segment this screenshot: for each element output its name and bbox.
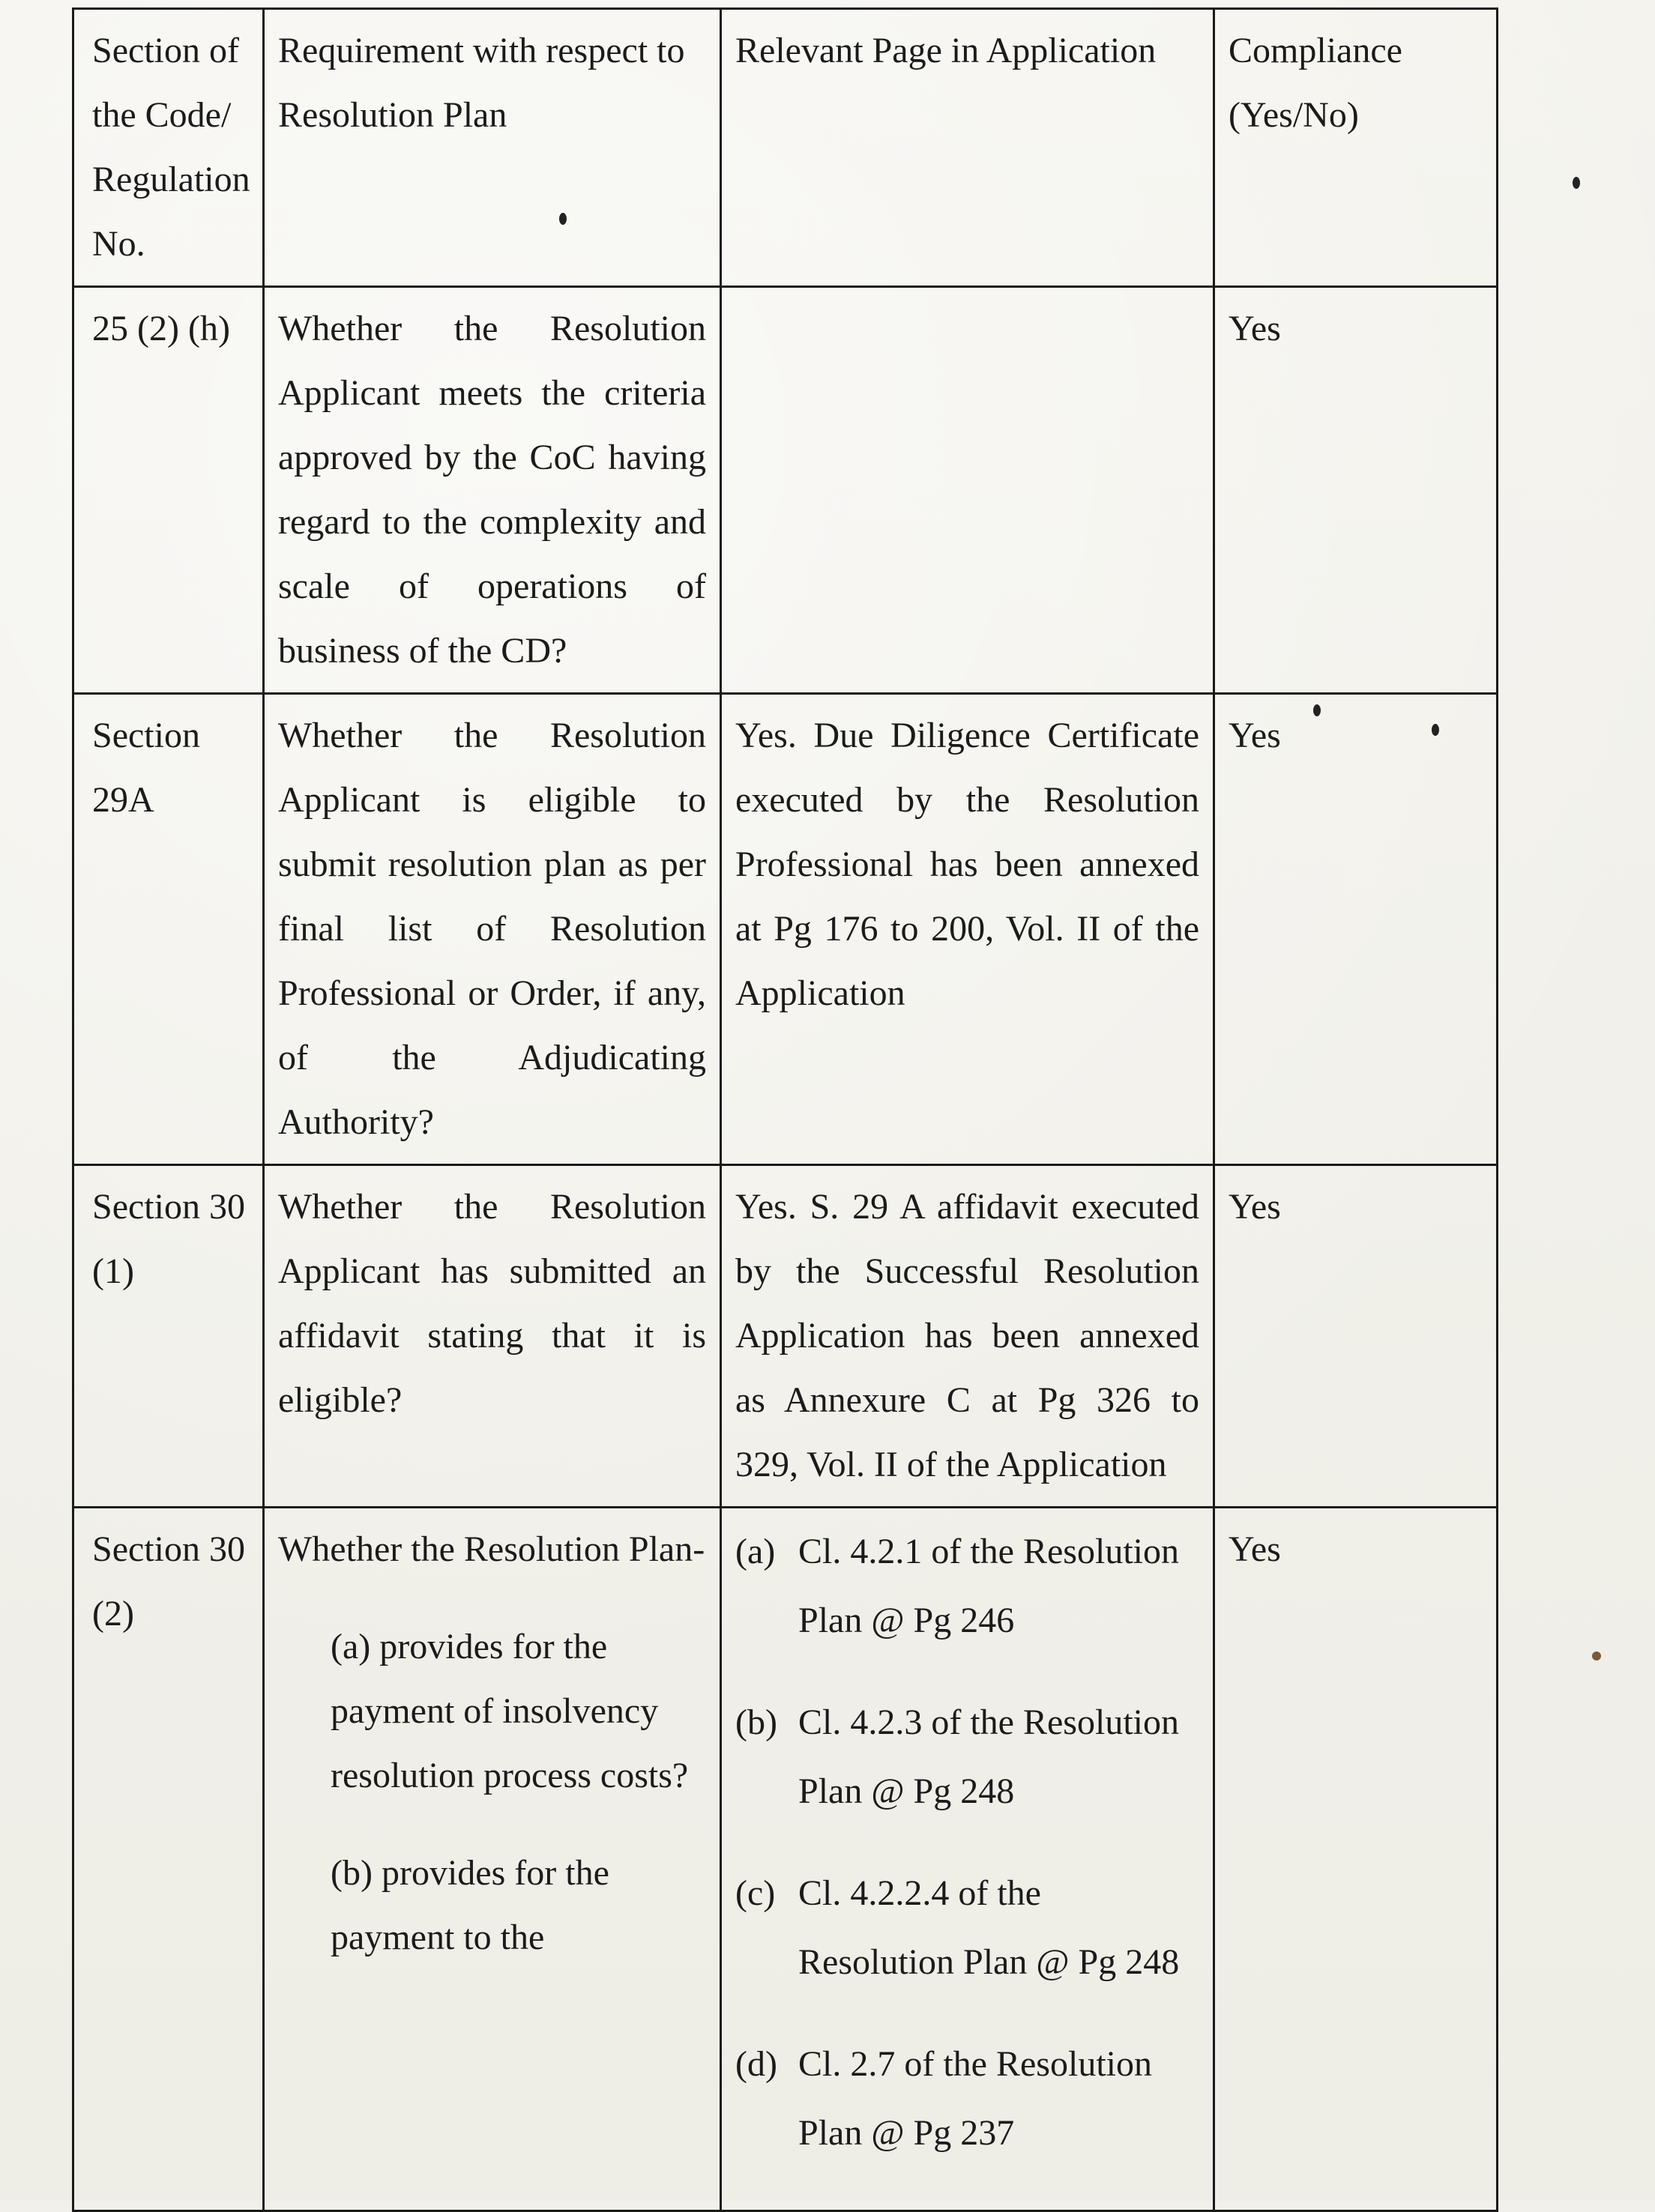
row-compliance: Yes [1214, 1165, 1498, 1508]
relevant-item [735, 1517, 1199, 1655]
relevant-item-text: Cl. 4.2.1 of the Resolution Plan @ Pg 246 [798, 1532, 1179, 1640]
compliance-table [72, 7, 1498, 2212]
row-section: Section 30 (1) [73, 1165, 264, 1508]
table-header-row [73, 9, 1498, 287]
relevant-item [735, 1859, 1199, 1997]
table-row [73, 1508, 1498, 2211]
table-row [73, 694, 1498, 1165]
table-row [73, 287, 1498, 694]
row-relevant-page [721, 287, 1214, 694]
row-relevant-page [721, 1508, 1214, 2211]
row-compliance: Yes [1214, 694, 1498, 1165]
scan-speck [1573, 177, 1580, 189]
header-relevant-page: Relevant Page in Application [721, 9, 1214, 287]
header-compliance: Compliance (Yes/No) [1214, 9, 1498, 287]
header-section: Section of the Code/ Regulation No. [73, 9, 264, 287]
requirement-item-b: (b) provides for the payment to the [331, 1853, 609, 1957]
table-row [73, 1165, 1498, 1508]
header-requirement: Requirement with respect to Resolution Plan [264, 9, 721, 287]
row-requirement [264, 1508, 721, 2211]
row-section: 25 (2) (h) [73, 287, 264, 694]
relevant-item-label: (b) [735, 1702, 777, 1742]
relevant-item [735, 1688, 1199, 1826]
relevant-item-text: Cl. 4.2.3 of the Resolution Plan @ Pg 248 [798, 1702, 1179, 1811]
row-requirement: Whether the Resolution Applicant has submitted an affidavit stating that it is eligible? [264, 1165, 721, 1508]
relevant-item-label: (c) [735, 1873, 776, 1913]
row-requirement: Whether the Resolution Applicant is eligible to submit resolution plan as per final list of Resolution Professional or Order, if any, of the Adjudicating Authority? [264, 694, 721, 1165]
row-relevant-page: Yes. S. 29 A affidavit executed by the Successful Resolution Application has been annexed as Annexure C at Pg 326 to 329, Vol. II of the Application [721, 1165, 1214, 1508]
scan-speck [1592, 1652, 1601, 1660]
requirement-item-a: (a) provides for the payment of insolvency resolution process costs? [331, 1627, 689, 1795]
row-requirement: Whether the Resolution Applicant meets the criteria approved by the CoC having regard to the complexity and scale of operations of business of the CD? [264, 287, 721, 694]
row-section: Section 30 (2) [73, 1508, 264, 2211]
relevant-item-label: (d) [735, 2044, 777, 2084]
relevant-item-text: Cl. 4.2.2.4 of the Resolution Plan @ Pg 248 [798, 1873, 1180, 1982]
scan-speck [1432, 724, 1439, 736]
row-relevant-page: Yes. Due Diligence Certificate executed by the Resolution Professional has been annexed at Pg 176 to 200, Vol. II of the Application [721, 694, 1214, 1165]
relevant-item [735, 2030, 1199, 2168]
relevant-item-text: Cl. 2.7 of the Resolution Plan @ Pg 237 [798, 2044, 1152, 2153]
row-section: Section 29A [73, 694, 264, 1165]
row-compliance: Yes [1214, 1508, 1498, 2211]
row-compliance: Yes [1214, 287, 1498, 694]
scan-speck [1313, 704, 1321, 716]
scan-speck [559, 213, 567, 225]
relevant-item-label: (a) [735, 1532, 776, 1571]
requirement-intro: Whether the Resolution Plan- [278, 1529, 705, 1569]
